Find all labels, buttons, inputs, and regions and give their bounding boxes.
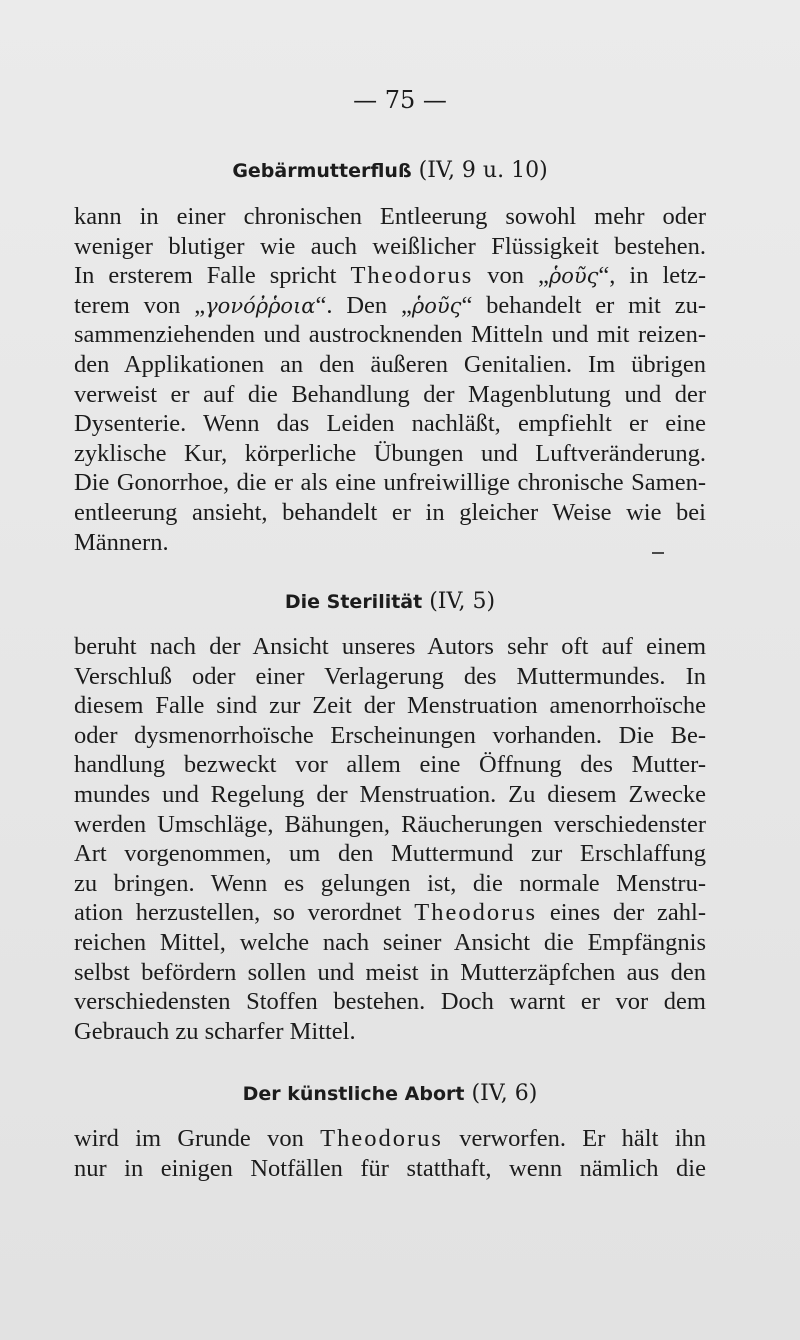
text-line: terem von „γονόῤῥοια“. Den „ῥοῦς“ behandelt er mit zu- [74,291,706,319]
section-heading [74,586,706,618]
text-line: kann in einer chronischen Entleerung sowohl mehr oder [74,203,706,230]
greek-term: γονόῤῥοια [205,293,316,318]
text-line: Männern. [74,528,169,556]
emphasized-name: Theodorus [414,899,538,927]
text-line: Art vorgenommen, um den Muttermund zur Erschlaffung [74,840,706,868]
text-line: handlung bezweckt vor allem eine Öffnung des Mutter- [74,751,706,779]
text-line: diesem Falle sind zur Zeit der Menstruation amenorrhoïsche [74,692,706,720]
text-line: zyklische Kur, körperliche Übungen und Luftveränderung. [74,439,706,467]
text-line: sammenziehenden und austrocknenden Mitteln und mit reizen- [74,321,706,349]
text-line: nur in einigen Notfällen für statthaft, wenn nämlich die [74,1154,706,1182]
text-line: verweist er auf die Behandlung der Magenblutung und der [74,380,706,408]
text-line: ation herzustellen, so verordnet Theodorus eines der zahl- [74,899,706,927]
greek-term: ῥοῦς [548,264,599,289]
text-line: In ersterem Falle spricht Theodorus von „ῥοῦς“, in letz- [74,262,707,290]
section-uterine-discharge [74,155,706,187]
text-line: Gebrauch zu scharfer Mittel. [74,1017,356,1045]
emphasized-name: Theodorus [350,262,474,290]
section-reference: (IV, 5) [429,589,496,614]
text-line: Verschluß oder einer Verlagerung des Muttermundes. In [74,662,706,690]
section-heading [74,1078,706,1110]
text-line: Dysenterie. Wenn das Leiden nachläßt, empfiehlt er eine [74,410,706,438]
text-line: den Applikationen an den äußeren Genitalien. Im übrigen [74,350,706,378]
text-line: mundes und Regelung der Menstruation. Zu diesem Zwecke [74,780,706,808]
text-line: zu bringen. Wenn es gelungen ist, die normale Menstru- [74,869,706,897]
emphasized-name: Theodorus [320,1125,443,1152]
text-line: werden Umschläge, Bähungen, Räucherungen verschiedenster [74,810,706,838]
text-line: Die Gonorrhoe, die er als eine unfreiwillige chronische Samen- [74,469,706,497]
page-number: — 75 — [353,86,447,114]
greek-term: ῥοῦς [411,293,462,318]
text-line: wird im Grunde von Theodorus verworfen. Er hält ihn [74,1125,707,1152]
section-heading [74,155,706,187]
text-line: verschiedensten Stoffen bestehen. Doch warnt er vor dem [74,988,706,1016]
print-mark [652,552,664,554]
text-line: entleerung ansieht, behandelt er in gleicher Weise wie bei [74,498,706,526]
text-line: selbst befördern sollen und meist in Mutterzäpfchen aus den [74,958,706,986]
section-title: Der künstliche Abort [242,1083,465,1105]
section-sterility [74,586,706,618]
section-1-body [74,202,706,557]
text-line: reichen Mittel, welche nach seiner Ansicht die Empfängnis [74,928,706,956]
text-line: oder dysmenorrhoïsche Erscheinungen vorhanden. Die Be- [74,721,706,749]
section-title: Die Sterilität [284,591,423,613]
section-reference: (IV, 9 u. 10) [418,158,548,183]
section-reference: (IV, 6) [471,1081,538,1106]
text-line: beruht nach der Ansicht unseres Autors sehr oft auf einem [74,633,706,660]
section-3-body [74,1124,706,1183]
section-title: Gebärmutterfluß [232,160,412,182]
text-line: weniger blutiger wie auch weißlicher Flüssigkeit bestehen. [74,232,706,260]
section-2-body [74,632,706,1046]
section-abortion [74,1078,706,1110]
